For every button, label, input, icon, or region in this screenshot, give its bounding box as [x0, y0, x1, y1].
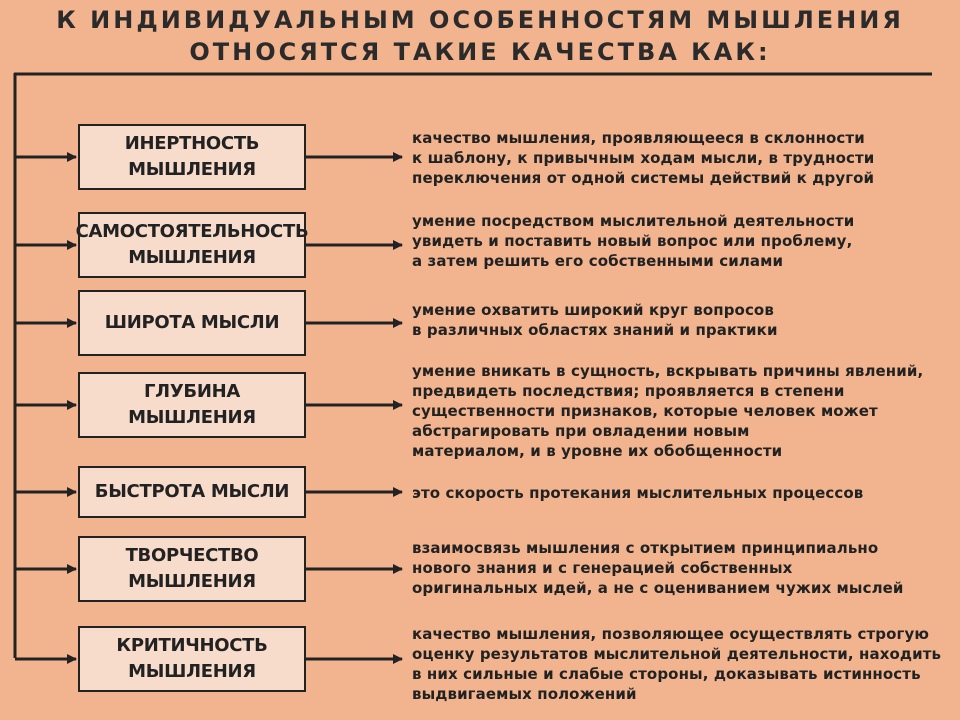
quality-label	[121, 131, 263, 183]
description-line: существенности признаков, которые человек может	[412, 402, 878, 420]
description-line: нового знания и с генерацией собственных	[412, 559, 793, 577]
quality-description	[412, 300, 956, 340]
description-line: к шаблону, к привычным ходам мысли, в трудности	[412, 149, 875, 167]
quality-label-line: МЫШЛЕНИЯ	[128, 247, 256, 268]
quality-label	[91, 479, 293, 505]
quality-label-line: ИНЕРТНОСТЬ	[124, 133, 260, 154]
quality-label-line: ТВОРЧЕСТВО	[125, 545, 259, 566]
quality-description	[412, 624, 956, 704]
description-line: это скорость протекания мыслительных процессов	[412, 484, 864, 502]
quality-description	[412, 538, 956, 598]
quality-box	[78, 372, 306, 438]
description-line: выдвигаемых положений	[412, 685, 637, 703]
quality-description	[412, 361, 956, 461]
title-line-1: К ИНДИВИДУАЛЬНЫМ ОСОБЕННОСТЯМ МЫШЛЕНИЯ	[56, 6, 904, 34]
quality-label	[122, 543, 263, 595]
quality-label-line: ГЛУБИНА	[144, 381, 240, 402]
quality-label	[72, 219, 313, 271]
description-line: умение вникать в сущность, вскрывать причины явлений,	[412, 362, 924, 380]
quality-label-line: ШИРОТА МЫСЛИ	[104, 312, 280, 333]
quality-label-line: МЫШЛЕНИЯ	[128, 407, 256, 428]
quality-box	[75, 212, 309, 278]
description-line: взаимосвязь мышления с открытием принципиально	[412, 539, 879, 557]
description-line: предвидеть последствия; проявляется в степени	[412, 382, 845, 400]
quality-label-line: МЫШЛЕНИЯ	[128, 661, 256, 682]
quality-label-line: МЫШЛЕНИЯ	[128, 159, 256, 180]
description-line: материалом, и в уровне их обобщенности	[412, 442, 783, 460]
quality-box	[78, 626, 306, 692]
quality-label-line: КРИТИЧНОСТЬ	[116, 635, 268, 656]
quality-box	[78, 536, 306, 602]
description-line: умение посредством мыслительной деятельности	[412, 212, 855, 230]
description-line: а затем решить его собственными силами	[412, 252, 784, 270]
quality-label	[112, 633, 271, 685]
quality-label-line: МЫШЛЕНИЯ	[128, 571, 256, 592]
quality-label-line: САМОСТОЯТЕЛЬНОСТЬ	[75, 221, 309, 242]
quality-description	[412, 483, 956, 503]
quality-description	[412, 128, 956, 188]
description-line: качество мышления, позволяющее осуществлять строгую	[412, 625, 930, 643]
description-line: переключения от одной системы действий к другой	[412, 169, 875, 187]
description-line: оценку результатов мыслительной деятельности, находить	[412, 645, 942, 663]
quality-box	[78, 290, 306, 356]
description-line: оригинальных идей, а не с оцениванием чужих мыслей	[412, 579, 904, 597]
description-line: в различных областях знаний и практики	[412, 321, 778, 339]
quality-label	[101, 310, 283, 336]
title-line-2: ОТНОСЯТСЯ ТАКИЕ КАЧЕСТВА КАК:	[189, 38, 771, 66]
description-line: абстрагировать при овладении новым	[412, 422, 750, 440]
description-line: увидеть и поставить новый вопрос или проблему,	[412, 232, 853, 250]
quality-label-line: БЫСТРОТА МЫСЛИ	[94, 481, 290, 502]
description-line: в них сильные и слабые стороны, доказывать истинность	[412, 665, 921, 683]
quality-label	[124, 379, 260, 431]
description-line: умение охватить широкий круг вопросов	[412, 301, 774, 319]
description-line: качество мышления, проявляющееся в склонности	[412, 129, 865, 147]
quality-box	[78, 124, 306, 190]
quality-box	[78, 466, 306, 518]
quality-description	[412, 211, 956, 271]
